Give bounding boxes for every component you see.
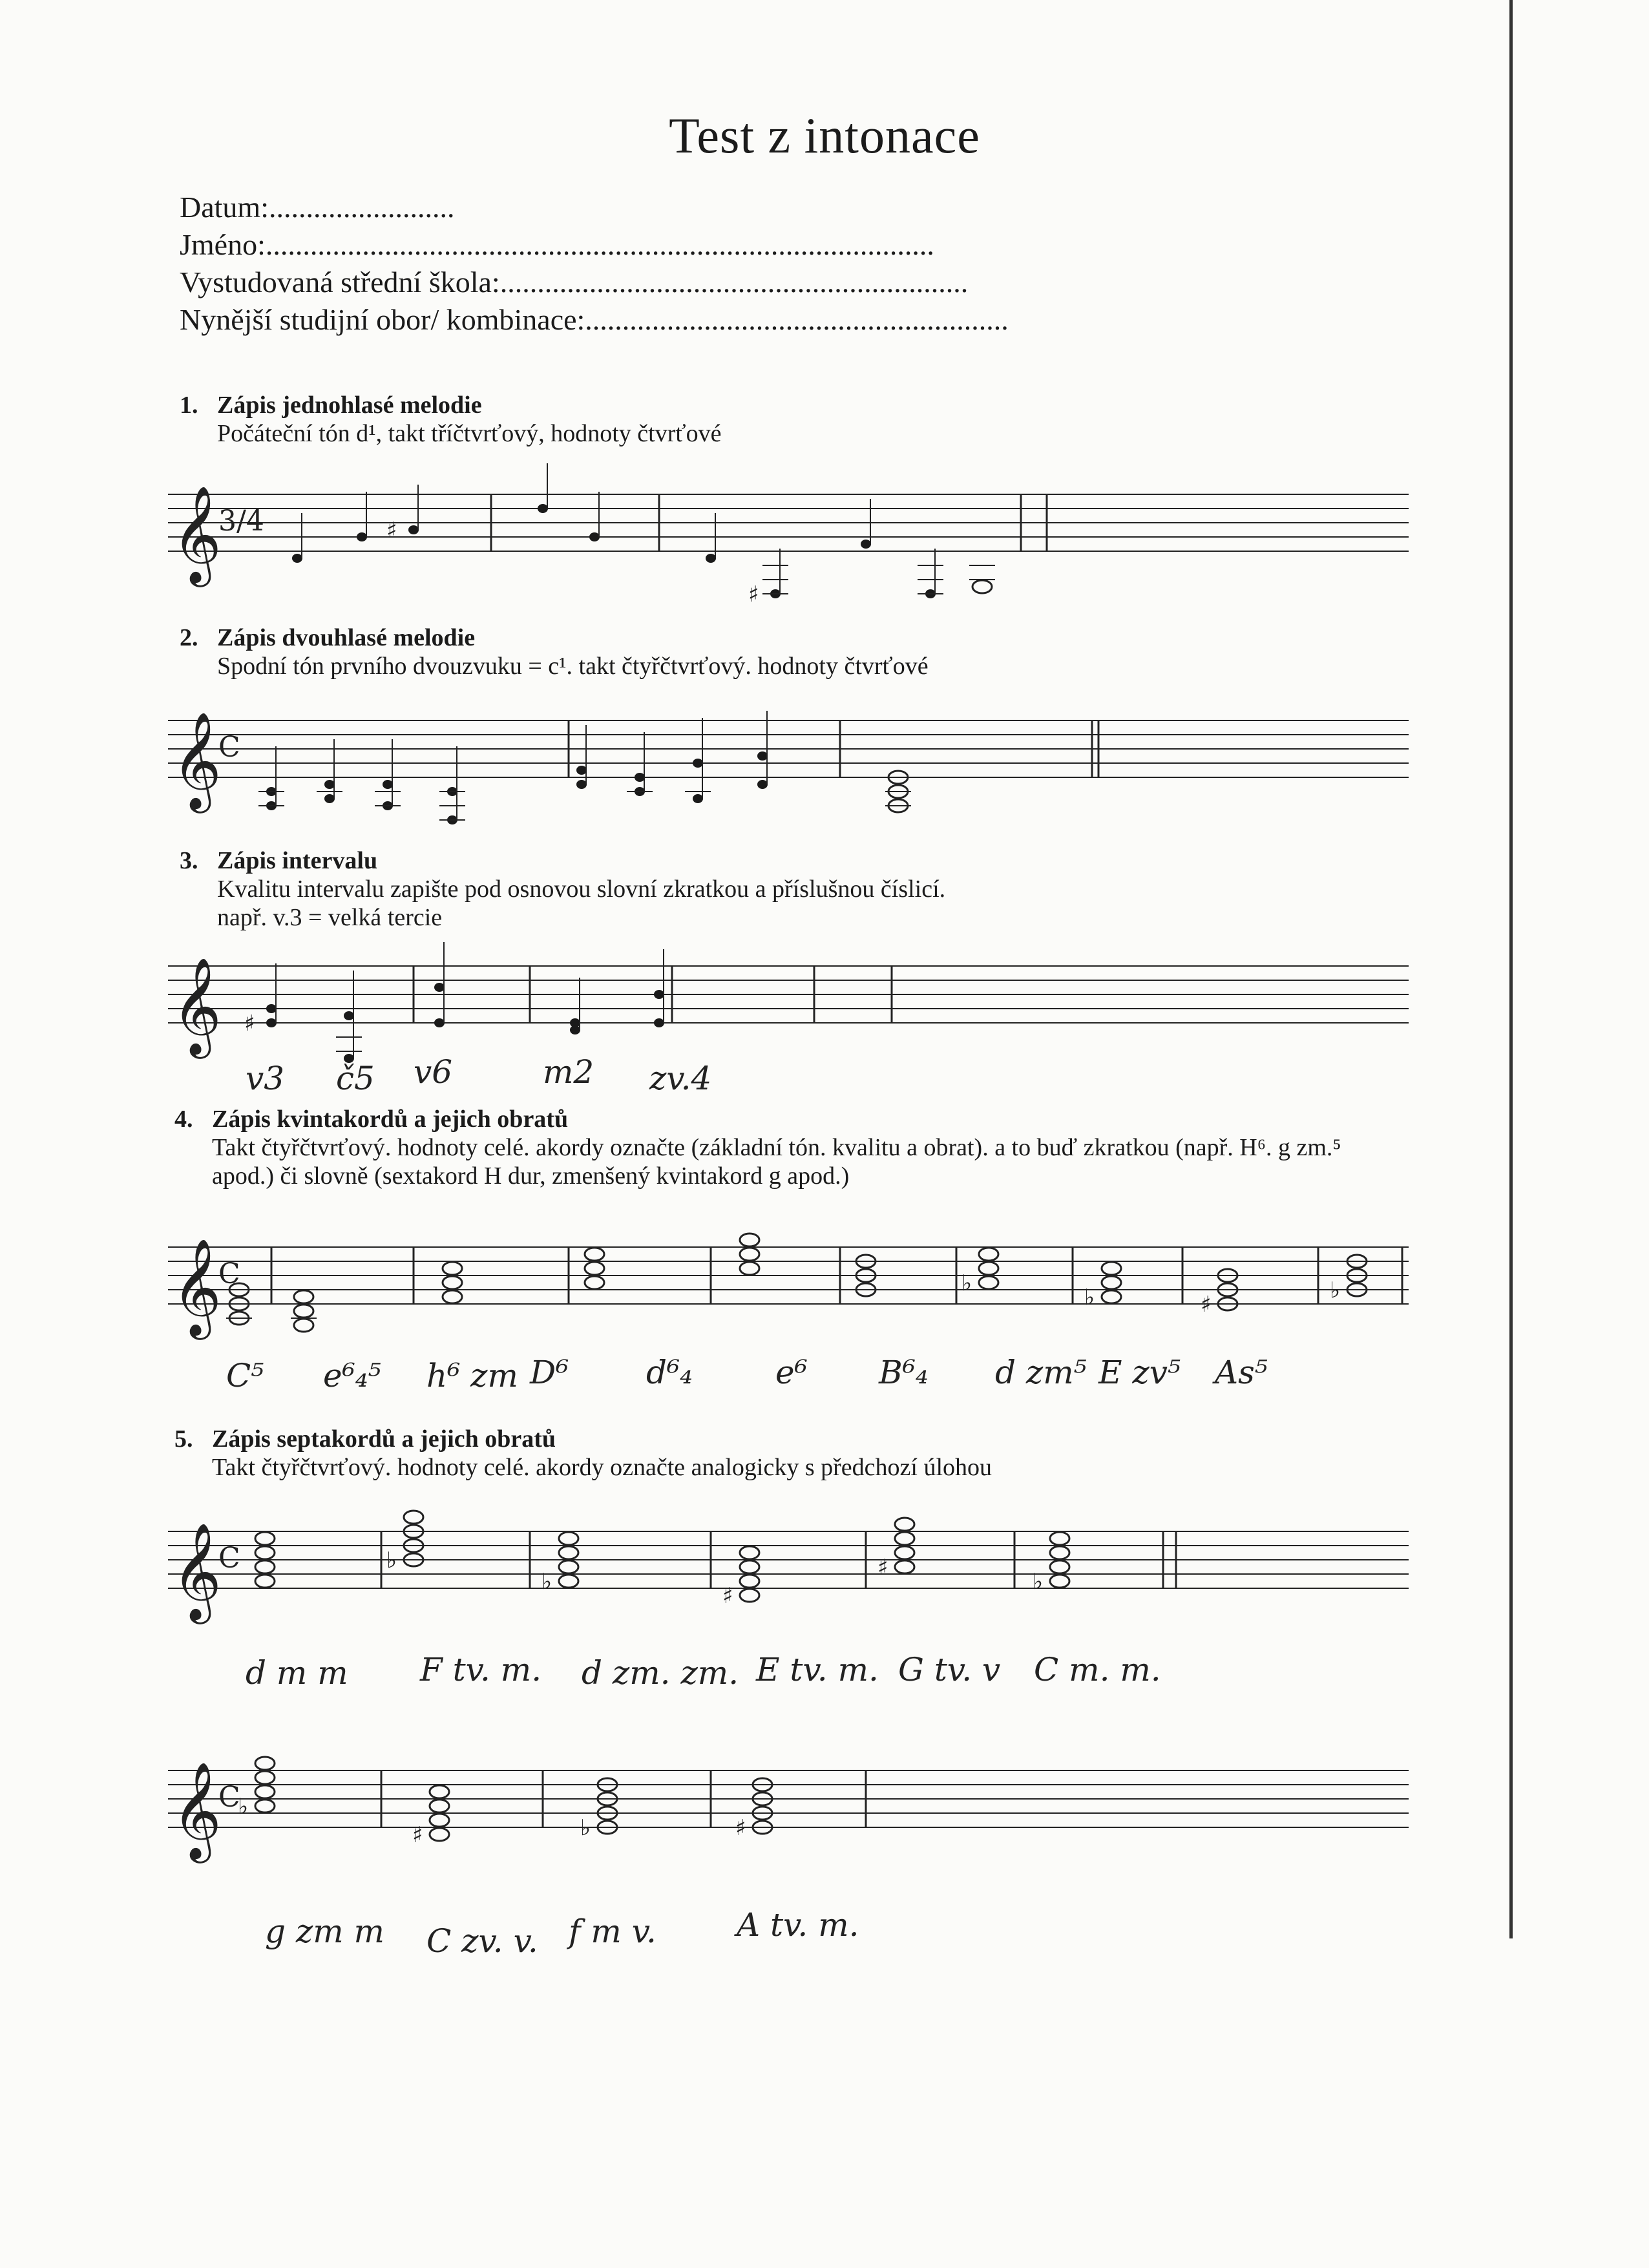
time-signature: C: [218, 1781, 240, 1814]
treble-clef-icon: 𝄞: [172, 485, 222, 583]
answer-seventh: C zv. v.: [426, 1922, 538, 1960]
section-description: apod.) či slovně (sextakord H dur, zmenšený kvintakord g apod.): [212, 1162, 850, 1190]
note-head: [430, 1800, 449, 1812]
note-head: [443, 1290, 462, 1303]
flat-icon: ♭: [238, 1794, 249, 1820]
sharp-icon: ♯: [412, 1822, 423, 1848]
note-head: [294, 1290, 313, 1303]
note-head: [895, 1546, 914, 1559]
answer-triad: h⁶ zm: [426, 1357, 518, 1394]
section-description: Takt čtyřčtvrťový. hodnoty celé. akordy označte analogicky s předchozí úlohou: [212, 1454, 993, 1481]
note-head: [255, 1800, 275, 1812]
note-head: [693, 794, 703, 803]
note-head: [294, 1319, 313, 1332]
note-head: [434, 983, 445, 992]
note-head: [559, 1532, 578, 1545]
flat-icon: ♭: [961, 1270, 972, 1296]
treble-clef-icon: 𝄞: [172, 1761, 222, 1859]
note-head: [266, 1018, 277, 1027]
note-head: [255, 1532, 275, 1545]
answer-triad: e⁶: [775, 1354, 808, 1391]
staff-sevenths-row1: [168, 1506, 1409, 1648]
note-head: [408, 525, 419, 534]
note-head: [589, 532, 600, 541]
note-head: [576, 766, 587, 775]
note-head: [1050, 1546, 1069, 1559]
note-head: [255, 1560, 275, 1573]
note-head: [861, 540, 871, 549]
staff-svg: [168, 695, 1409, 837]
section-heading: Zápis intervalu: [217, 847, 378, 874]
note-head: [383, 780, 393, 789]
note-head: [430, 1785, 449, 1798]
note-head: [559, 1560, 578, 1573]
note-head: [443, 1262, 462, 1275]
time-signature: 3/4: [218, 505, 264, 538]
note-head: [585, 1262, 604, 1275]
note-head: [324, 794, 335, 803]
page-edge: [1509, 0, 1513, 1938]
note-head: [559, 1546, 578, 1559]
note-head: [740, 1546, 759, 1559]
note-head: [740, 1560, 759, 1573]
note-head: [430, 1814, 449, 1827]
flat-icon: ♭: [1330, 1277, 1341, 1303]
section-heading: Zápis septakordů a jejich obratů: [212, 1425, 556, 1453]
flat-icon: ♭: [580, 1815, 591, 1841]
answer-seventh: d zm. zm.: [582, 1654, 739, 1692]
header-fields: [180, 189, 1009, 339]
section-heading: Zápis dvouhlasé melodie: [217, 624, 476, 651]
note-head: [255, 1771, 275, 1784]
note-head: [740, 1589, 759, 1602]
sharp-icon: ♯: [722, 1583, 733, 1609]
answer-triad: d zm⁵: [995, 1354, 1087, 1391]
section-description: Počáteční tón d¹, takt tříčtvrťový, hodnoty čtvrťové: [217, 420, 722, 447]
note-head: [1050, 1575, 1069, 1588]
note-head: [255, 1785, 275, 1798]
page-title: Test z intonace: [669, 107, 980, 163]
field-high-school: Vystudovaná střední škola:...............................................................: [180, 266, 969, 299]
section-description: Kvalitu intervalu zapište pod osnovou slovní zkratkou a příslušnou číslicí.: [217, 876, 946, 903]
treble-clef-icon: 𝄞: [172, 956, 222, 1055]
flat-icon: ♭: [1033, 1569, 1044, 1595]
staff-melody: [168, 468, 1409, 611]
note-head: [1050, 1560, 1069, 1573]
note-head: [895, 1518, 914, 1531]
note-head: [1102, 1262, 1121, 1275]
note-head: [654, 1018, 664, 1027]
note-head: [255, 1575, 275, 1588]
flat-icon: ♭: [1084, 1285, 1095, 1310]
note-head: [443, 1276, 462, 1289]
note-head: [740, 1248, 759, 1261]
field-name: Jméno:..........................................................................................: [180, 228, 934, 261]
note-head: [404, 1511, 423, 1524]
section-4: 4. Zápis kvintakordů a jejich obratů Takt čtyřčtvrťový. hodnoty celé. akordy označte (základní tón. kvalitu a obrat). a to buď zkratkou (např. H⁶. g zm.⁵ apod.) či slovně (sextakord H dur, zmenšený kvintakord g apod.): [174, 1106, 1341, 1190]
note-head: [430, 1828, 449, 1841]
section-heading: Zápis kvintakordů a jejich obratů: [212, 1106, 569, 1133]
flat-icon: ♭: [541, 1569, 552, 1595]
answer-interval: v6: [414, 1053, 453, 1091]
note-head: [757, 751, 768, 761]
sharp-icon: ♯: [748, 582, 759, 607]
staff-svg: [168, 1506, 1409, 1648]
section-description: např. v.3 = velká tercie: [217, 904, 443, 931]
staff-triads: [168, 1221, 1409, 1363]
answer-seventh: g zm m: [265, 1913, 384, 1950]
note-head: [635, 773, 645, 782]
answer-seventh: G tv. v: [898, 1651, 1001, 1688]
note-head: [740, 1234, 759, 1246]
note-head: [654, 990, 664, 999]
section-description: Takt čtyřčtvrťový. hodnoty celé. akordy označte (základní tón. kvalitu a obrat). a to buď zkratkou (např. H⁶. g zm.⁵: [212, 1134, 1341, 1161]
note-head: [434, 1018, 445, 1027]
answer-seventh: A tv. m.: [737, 1906, 859, 1944]
answer-triad: B⁶₄: [879, 1354, 929, 1391]
note-head: [693, 759, 703, 768]
note-head: [266, 1004, 277, 1013]
note-head: [292, 554, 302, 563]
note-head: [757, 780, 768, 789]
answer-interval: zv.4: [649, 1060, 712, 1097]
note-head: [972, 580, 992, 593]
flat-icon: ♭: [386, 1548, 397, 1573]
staff-svg: [168, 1221, 1409, 1363]
field-date: Datum:.........................: [180, 191, 455, 224]
treble-clef-icon: 𝄞: [172, 711, 222, 809]
note-head: [570, 1018, 580, 1027]
note-head: [255, 1757, 275, 1770]
staff-sevenths-row2: [168, 1745, 1409, 1887]
sharp-icon: ♯: [244, 1011, 255, 1036]
section-1: 1. Zápis jednohlasé melodie Počáteční tón d¹, takt tříčtvrťový, hodnoty čtvrťové: [180, 392, 722, 447]
staff-two-voice: [168, 695, 1409, 837]
section-3: 3. Zápis intervalu Kvalitu intervalu zapište pod osnovou slovní zkratkou a příslušnou číslicí. např. v.3 = velká tercie: [180, 847, 946, 931]
note-head: [1102, 1276, 1121, 1289]
treble-clef-icon: 𝄞: [172, 1237, 222, 1336]
note-head: [585, 1248, 604, 1261]
treble-clef-icon: 𝄞: [172, 1522, 222, 1620]
answer-interval: č5: [336, 1060, 375, 1097]
sharp-icon: ♯: [386, 518, 397, 543]
sharp-icon: ♯: [735, 1815, 746, 1841]
answer-triad: C⁵: [226, 1357, 264, 1394]
staff-svg: [168, 468, 1409, 611]
answer-seventh: E tv. m.: [756, 1651, 879, 1688]
sharp-icon: ♯: [1201, 1292, 1212, 1318]
staff-svg: [168, 1745, 1409, 1887]
answer-triad: d⁶₄: [646, 1354, 693, 1391]
note-head: [255, 1546, 275, 1559]
answer-seventh: F tv. m.: [420, 1651, 542, 1688]
note-head: [740, 1262, 759, 1275]
note-head: [576, 780, 587, 789]
answer-seventh: d m m: [246, 1654, 348, 1692]
section-5: 5. Zápis septakordů a jejich obratů Takt čtyřčtvrťový. hodnoty celé. akordy označte analogicky s předchozí úlohou: [174, 1425, 993, 1481]
note-head: [538, 504, 548, 513]
answer-triad: E zv⁵: [1098, 1354, 1181, 1391]
note-head: [895, 1560, 914, 1573]
note-head: [344, 1011, 354, 1020]
answer-seventh: f m v.: [569, 1913, 656, 1950]
note-head: [979, 1276, 998, 1289]
answer-triad: As⁵: [1215, 1354, 1268, 1391]
note-head: [895, 1532, 914, 1545]
section-2: 2. Zápis dvouhlasé melodie Spodní tón prvního dvouzvuku = c¹. takt čtyřčtvrťový. hodnoty čtvrťové: [180, 624, 929, 680]
note-head: [979, 1262, 998, 1275]
answer-interval: m2: [543, 1053, 594, 1091]
note-head: [706, 554, 716, 563]
note-head: [1102, 1290, 1121, 1303]
sharp-icon: ♯: [877, 1555, 888, 1580]
note-head: [740, 1575, 759, 1588]
time-signature: C: [218, 1257, 240, 1290]
note-head: [585, 1276, 604, 1289]
section-description: Spodní tón prvního dvouzvuku = c¹. takt čtyřčtvrťový. hodnoty čtvrťové: [217, 653, 929, 680]
note-head: [1050, 1532, 1069, 1545]
time-signature: C: [218, 731, 240, 764]
answer-interval: v3: [246, 1060, 285, 1097]
note-head: [294, 1305, 313, 1318]
time-signature: C: [218, 1542, 240, 1575]
field-study-program: Nynější studijní obor/ kombinace:.........................................................: [180, 303, 1009, 336]
note-head: [357, 532, 367, 541]
note-head: [324, 780, 335, 789]
note-head: [979, 1248, 998, 1261]
answer-seventh: C m. m.: [1034, 1651, 1161, 1688]
note-head: [559, 1575, 578, 1588]
answer-triad: e⁶₄⁵: [323, 1357, 381, 1394]
answer-triad: D⁶: [530, 1354, 569, 1391]
section-heading: Zápis jednohlasé melodie: [217, 392, 482, 419]
